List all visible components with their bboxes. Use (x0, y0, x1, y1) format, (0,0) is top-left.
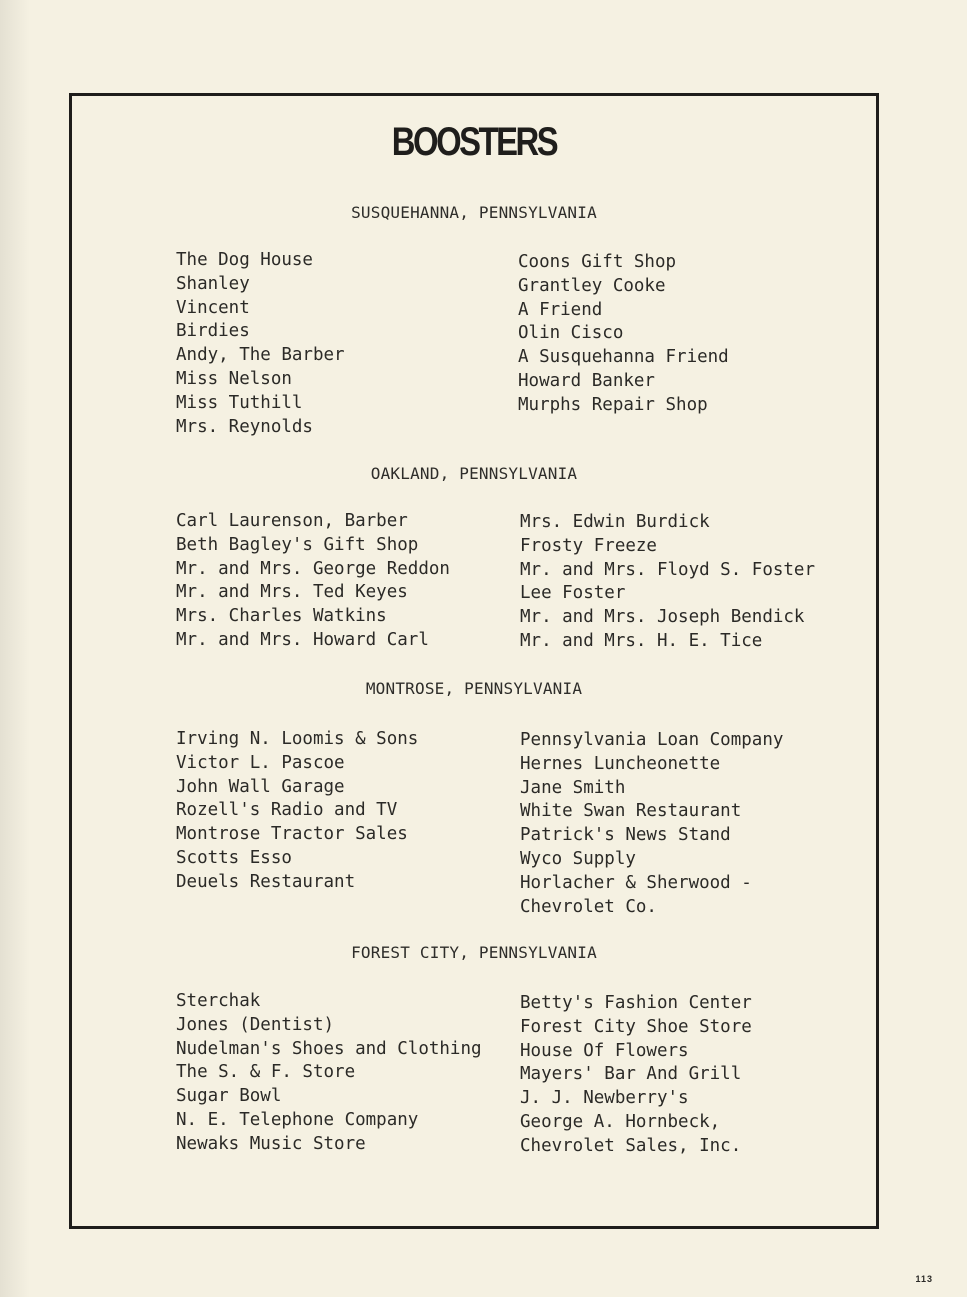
list-item: N. E. Telephone Company (176, 1109, 419, 1130)
section-heading-susquehanna: SUSQUEHANNA, PENNSYLVANIA (351, 203, 597, 222)
list-item: Grantley Cooke (518, 275, 666, 296)
list-item: Lee Foster (520, 583, 626, 604)
list-item: Nudelman's Shoes and Clothing (176, 1038, 482, 1059)
list-item: Jones (Dentist) (176, 1014, 335, 1035)
list-item: Mayers' Bar And Grill (520, 1064, 742, 1085)
list-item: Jane Smith (520, 777, 626, 798)
list-item: Betty's Fashion Center (520, 993, 752, 1013)
list-item: Chevrolet Sales, Inc. (520, 1135, 742, 1156)
list-item: The Dog House (176, 250, 313, 270)
list-item: House Of Flowers (520, 1040, 689, 1061)
list-item: Irving N. Loomis & Sons (176, 729, 419, 749)
page-title: BOOSTERS (391, 120, 557, 164)
list-item: Birdies (176, 321, 250, 342)
list-item: Murphs Repair Shop (518, 394, 708, 415)
list-item: Deuels Restaurant (176, 871, 356, 892)
list-item: Miss Tuthill (176, 392, 303, 413)
list-item: John Wall Garage (176, 776, 345, 797)
list-item: Hernes Luncheonette (520, 753, 721, 774)
susquehanna-right-list (518, 251, 729, 418)
list-item: Horlacher & Sherwood - (520, 872, 752, 893)
list-item: Mr. and Mrs. Floyd S. Foster (520, 559, 816, 580)
list-item: Miss Nelson (176, 368, 292, 389)
page-number: 113 (915, 1274, 933, 1284)
list-item: J. J. Newberry's (520, 1088, 689, 1109)
list-item: Mr. and Mrs. H. E. Tice (520, 630, 763, 651)
list-item: White Swan Restaurant (520, 801, 742, 822)
forest-city-right-list (520, 992, 752, 1159)
list-item: Coons Gift Shop (518, 252, 677, 272)
list-item: Andy, The Barber (176, 345, 345, 366)
list-item: Scotts Esso (176, 847, 292, 868)
list-item: The S. & F. Store (176, 1062, 356, 1083)
list-item: Olin Cisco (518, 323, 624, 344)
list-item: Sterchak (176, 991, 261, 1011)
list-item: George A. Hornbeck, (520, 1111, 721, 1132)
list-item: Mrs. Reynolds (176, 416, 313, 437)
list-item: Rozell's Radio and TV (176, 800, 398, 821)
list-item: Howard Banker (518, 370, 655, 391)
list-item: Vincent (176, 297, 250, 318)
section-heading-forest-city: FOREST CITY, PENNSYLVANIA (351, 943, 597, 962)
list-item: Beth Bagley's Gift Shop (176, 534, 419, 555)
list-item: Mr. and Mrs. George Reddon (176, 558, 450, 579)
section-heading-oakland: OAKLAND, PENNSYLVANIA (370, 464, 578, 483)
montrose-left-list (176, 728, 418, 895)
list-item: Frosty Freeze (520, 535, 657, 556)
list-item: Wyco Supply (520, 848, 636, 869)
susquehanna-left-list (176, 249, 345, 439)
list-item: Montrose Tractor Sales (176, 824, 408, 845)
oakland-right-list (520, 511, 815, 654)
list-item: Mr. and Mrs. Howard Carl (176, 629, 429, 650)
list-item: Victor L. Pascoe (176, 752, 345, 773)
list-item: Pennsylvania Loan Company (520, 730, 784, 750)
list-item: Sugar Bowl (176, 1086, 282, 1107)
list-item: A Friend (518, 299, 603, 320)
list-item: Mr. and Mrs. Ted Keyes (176, 582, 408, 603)
list-item: A Susquehanna Friend (518, 347, 729, 368)
list-item: Mr. and Mrs. Joseph Bendick (520, 607, 805, 628)
forest-city-left-list (176, 990, 482, 1157)
montrose-right-list (520, 729, 783, 919)
list-item: Chevrolet Co. (520, 896, 657, 917)
section-heading-montrose: MONTROSE, PENNSYLVANIA (365, 679, 583, 698)
list-item: Shanley (176, 273, 250, 294)
list-item: Forest City Shoe Store (520, 1016, 752, 1037)
list-item: Mrs. Charles Watkins (176, 606, 387, 627)
oakland-left-list (176, 510, 450, 653)
list-item: Carl Laurenson, Barber (176, 511, 408, 531)
list-item: Patrick's News Stand (520, 825, 731, 846)
page-edge-shadow (0, 0, 30, 1297)
list-item: Mrs. Edwin Burdick (520, 512, 710, 532)
list-item: Newaks Music Store (176, 1133, 366, 1154)
boosters-frame (69, 93, 879, 1229)
